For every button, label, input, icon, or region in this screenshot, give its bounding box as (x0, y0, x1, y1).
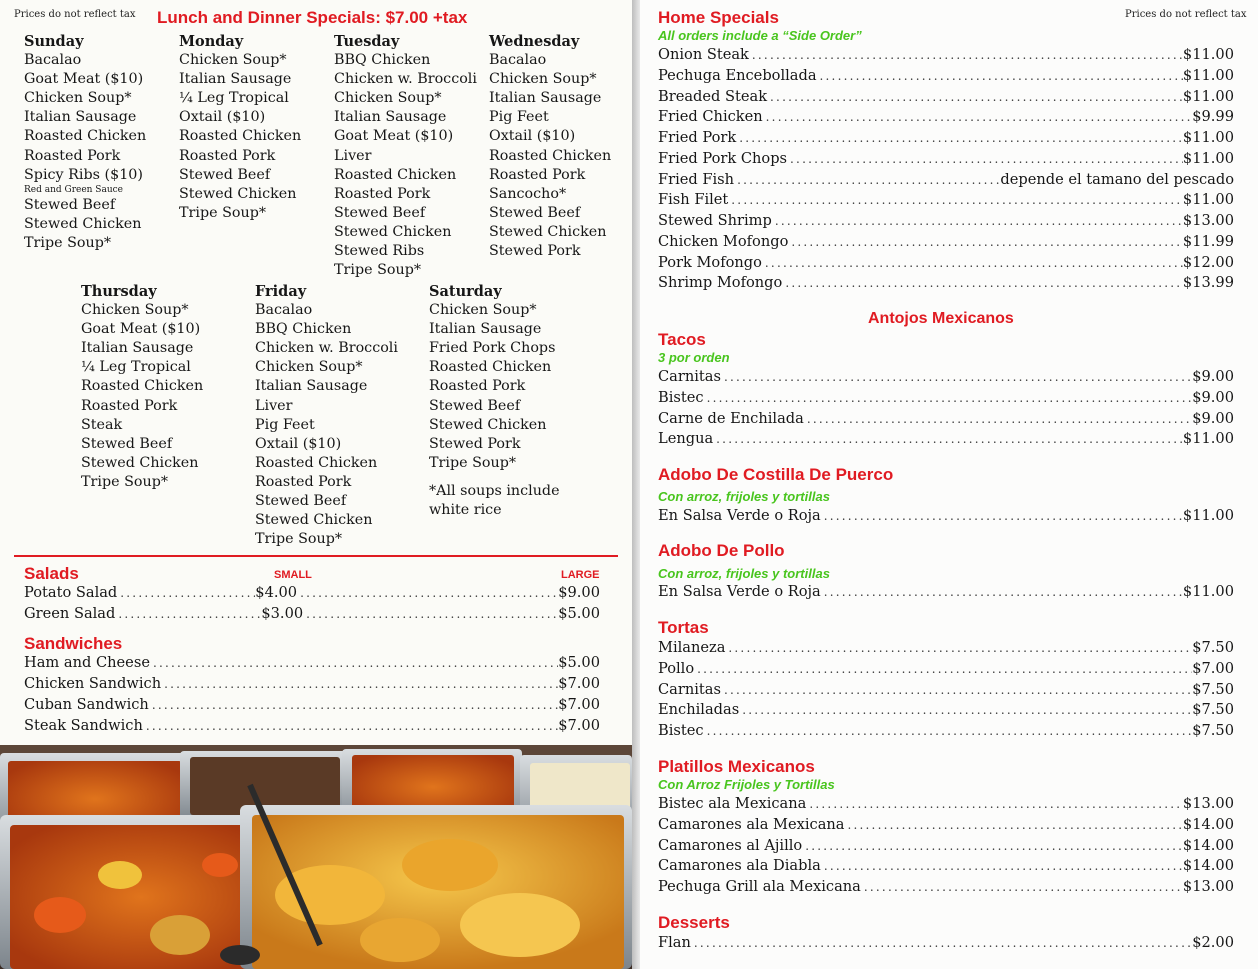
item-price: $9.00 (1192, 389, 1234, 406)
menu-item-row (658, 368, 1234, 389)
leader-dots (802, 839, 1183, 853)
list-item: Oxtail ($10) (179, 109, 266, 126)
list-item: Stewed Chicken (24, 215, 142, 232)
item-price: $14.00 (1182, 837, 1234, 854)
list-item: Steak (81, 416, 123, 433)
item-price: $13.00 (1182, 878, 1234, 895)
menu-item-row (658, 212, 1234, 233)
day-name: Thursday (81, 283, 157, 300)
leader-dots (861, 880, 1183, 894)
list-item: BBQ Chicken (334, 52, 431, 69)
list-item: Liver (334, 147, 372, 164)
day-column-sunday (24, 32, 146, 253)
large-price: $5.00 (558, 605, 600, 622)
page-gutter (632, 0, 640, 969)
menu-item-row (658, 108, 1234, 129)
leader-dots (739, 703, 1192, 717)
item-name: Milaneza (658, 639, 726, 656)
item-price: $11.00 (1182, 191, 1234, 208)
item-name: Camarones al Ajillo (658, 837, 803, 854)
leader-dots (721, 370, 1192, 384)
item-name: Cuban Sandwich (24, 696, 149, 713)
leader-dots (149, 698, 558, 712)
item-name: Camarones ala Diabla (658, 857, 821, 874)
platillos-subtitle: Con Arroz Frijoles y Tortillas (658, 777, 835, 792)
leader-dots (787, 152, 1183, 166)
list-item: Italian Sausage (255, 378, 368, 395)
menu-item-row (658, 171, 1234, 192)
list-item: Roasted Chicken (255, 454, 378, 471)
leader-dots (704, 391, 1193, 405)
menu-item-row (658, 816, 1234, 837)
item-price: $11.99 (1182, 233, 1234, 250)
menu-item-row (658, 878, 1234, 899)
item-name: Camarones ala Mexicana (658, 816, 845, 833)
day-column-saturday (429, 282, 560, 520)
sauce-note: Red and Green Sauce (24, 184, 124, 195)
list-item: Chicken Soup* (179, 52, 287, 69)
item-name: Pechuga Encebollada (658, 67, 817, 84)
item-name: Breaded Steak (658, 88, 768, 105)
specials-title: Lunch and Dinner Specials: $7.00 +tax (157, 8, 468, 27)
leader-dots (150, 656, 558, 670)
list-item: Stewed Chicken (81, 454, 199, 471)
list-item: Stewed Beef (81, 435, 173, 452)
leader-dots (721, 683, 1192, 697)
antojos-title: Antojos Mexicanos (868, 310, 1014, 327)
leader-dots (143, 719, 558, 733)
menu-item-row (658, 191, 1234, 212)
tacos-title: Tacos (658, 330, 706, 349)
list-item: Stewed Ribs (334, 243, 425, 260)
day-name: Tuesday (334, 33, 400, 50)
day-column-wednesday (489, 32, 611, 261)
list-item: BBQ Chicken (255, 321, 352, 338)
item-name: Carne de Enchilada (658, 410, 804, 427)
item-name: Fish Filet (658, 191, 729, 208)
item-price: $14.00 (1182, 857, 1234, 874)
item-price: $9.99 (1192, 108, 1234, 125)
leader-dots (303, 607, 558, 621)
adobo-costilla-subtitle: Con arroz, frijoles y tortillas (658, 489, 830, 504)
list-item: Italian Sausage (179, 71, 292, 88)
item-price: $13.00 (1182, 212, 1234, 229)
list-item: Fried Pork Chops (429, 340, 556, 357)
soups-note-line: white rice (429, 502, 502, 519)
list-item: Chicken w. Broccoli (334, 71, 477, 88)
day-column-tuesday (334, 32, 477, 280)
section-divider (14, 555, 618, 557)
list-item: Bacalao (24, 52, 82, 69)
menu-item-row (658, 660, 1234, 681)
menu-item-row (658, 67, 1234, 88)
item-name: Lengua (658, 430, 714, 447)
item-price: $13.00 (1182, 795, 1234, 812)
leader-dots (694, 662, 1192, 676)
list-item: Chicken Soup* (429, 302, 537, 319)
list-item: Italian Sausage (489, 90, 602, 107)
menu-item-row (658, 88, 1234, 109)
day-column-thursday (81, 282, 203, 492)
item-price: $11.00 (1182, 46, 1234, 63)
list-item: Chicken Soup* (255, 359, 363, 376)
item-name: Pollo (658, 660, 695, 677)
item-price: $7.00 (1192, 660, 1234, 677)
leader-dots (772, 214, 1183, 228)
item-name: En Salsa Verde o Roja (658, 507, 821, 524)
item-name: Fried Chicken (658, 108, 763, 125)
list-item: Roasted Chicken (24, 128, 147, 145)
salad-row (24, 605, 600, 626)
day-name: Monday (179, 33, 244, 50)
price-note: Prices do not reflect tax (14, 9, 136, 20)
list-item: Stewed Beef (429, 397, 521, 414)
item-price: $14.00 (1182, 816, 1234, 833)
day-column-monday (179, 32, 301, 223)
list-item: Bacalao (255, 302, 313, 319)
item-price: $9.00 (1192, 410, 1234, 427)
list-item: Stewed Chicken (179, 185, 297, 202)
list-item: Stewed Beef (255, 493, 347, 510)
list-item: Italian Sausage (429, 321, 542, 338)
item-price: $7.50 (1192, 639, 1234, 656)
item-name: Pechuga Grill ala Mexicana (658, 878, 861, 895)
leader-dots (704, 724, 1193, 738)
list-item: Roasted Chicken (81, 378, 204, 395)
list-item: Oxtail ($10) (489, 128, 576, 145)
list-item: Roasted Chicken (179, 128, 302, 145)
list-item: ¼ Leg Tropical (81, 359, 191, 376)
leader-dots (117, 586, 255, 600)
item-name: Steak Sandwich (24, 717, 143, 734)
leader-dots (804, 412, 1192, 426)
menu-item-row (658, 681, 1234, 702)
item-price: $13.99 (1182, 274, 1234, 291)
leader-dots (762, 256, 1183, 270)
list-item: Roasted Chicken (334, 166, 457, 183)
item-name: Stewed Shrimp (658, 212, 772, 229)
menu-item-row (24, 696, 600, 717)
tacos-subtitle: 3 por orden (658, 350, 730, 365)
list-item: Roasted Pork (24, 147, 121, 164)
item-name: Shrimp Mofongo (658, 274, 783, 291)
list-item: Stewed Chicken (255, 512, 373, 529)
list-item: Tripe Soup* (24, 234, 112, 251)
menu-item-row (658, 274, 1234, 295)
food-photo (0, 745, 632, 969)
right-menu-page (640, 0, 1258, 969)
large-price: $9.00 (558, 584, 600, 601)
list-item: Stewed Chicken (334, 223, 452, 240)
menu-item-row (658, 430, 1234, 451)
item-name: Green Salad (24, 605, 116, 622)
item-price: $7.50 (1192, 722, 1234, 739)
list-item: Italian Sausage (81, 340, 194, 357)
leader-dots (725, 641, 1192, 655)
item-name: Onion Steak (658, 46, 749, 63)
leader-dots (734, 173, 1000, 187)
menu-item-row (24, 654, 600, 675)
adobo-costilla-title: Adobo De Costilla De Puerco (658, 465, 894, 484)
list-item: Chicken w. Broccoli (255, 340, 398, 357)
small-price: $3.00 (261, 605, 304, 622)
item-name: Carnitas (658, 368, 721, 385)
leader-dots (297, 586, 558, 600)
item-price: $11.00 (1182, 430, 1234, 447)
list-item: Goat Meat ($10) (24, 71, 144, 88)
leader-dots (728, 193, 1183, 207)
item-price: $11.00 (1182, 583, 1234, 600)
menu-item-row (658, 150, 1234, 171)
large-label: LARGE (561, 569, 600, 581)
list-item: Stewed Beef (334, 204, 426, 221)
leader-dots (782, 276, 1183, 290)
list-item: Stewed Beef (179, 166, 271, 183)
list-item: Stewed Beef (489, 204, 581, 221)
list-item: Chicken Soup* (334, 90, 442, 107)
menu-item-row (658, 934, 1234, 955)
leader-dots (817, 69, 1183, 83)
list-item: Roasted Pork (179, 147, 276, 164)
menu-item-row (658, 254, 1234, 275)
salad-row (24, 584, 600, 605)
item-name: En Salsa Verde o Roja (658, 583, 821, 600)
item-name: Carnitas (658, 681, 721, 698)
item-price: $7.50 (1192, 681, 1234, 698)
list-item: Stewed Beef (24, 196, 116, 213)
platillos-title: Platillos Mexicanos (658, 757, 815, 776)
leader-dots (691, 936, 1192, 950)
item-name: Potato Salad (24, 584, 118, 601)
item-price: $7.50 (1192, 701, 1234, 718)
list-item: Tripe Soup* (429, 454, 517, 471)
list-item: Roasted Pork (81, 397, 178, 414)
item-price: $7.00 (558, 696, 600, 713)
leader-dots (821, 585, 1183, 599)
day-name: Friday (255, 283, 307, 300)
list-item: Italian Sausage (24, 109, 137, 126)
leader-dots (767, 90, 1183, 104)
leader-dots (788, 235, 1183, 249)
item-price: $11.00 (1182, 507, 1234, 524)
list-item: Italian Sausage (334, 109, 447, 126)
list-item: Roasted Chicken (489, 147, 612, 164)
item-name: Ham and Cheese (24, 654, 150, 671)
home-specials-title: Home Specials (658, 8, 779, 27)
list-item: Roasted Pork (429, 378, 526, 395)
list-item: Chicken Soup* (81, 302, 189, 319)
list-item: Roasted Pork (334, 185, 431, 202)
list-item: Stewed Chicken (429, 416, 547, 433)
list-item: Chicken Soup* (489, 71, 597, 88)
leader-dots (845, 818, 1183, 832)
list-item: Stewed Pork (429, 435, 521, 452)
menu-item-row (658, 837, 1234, 858)
day-column-friday (255, 282, 398, 549)
item-name: Bistec ala Mexicana (658, 795, 807, 812)
item-price: depende el tamano del pescado (1000, 171, 1234, 188)
menu-item-row (658, 507, 1234, 528)
item-price: $11.00 (1182, 88, 1234, 105)
list-item: Tripe Soup* (179, 204, 267, 221)
day-name: Saturday (429, 283, 502, 300)
item-name: Bistec (658, 722, 704, 739)
list-item: Tripe Soup* (255, 531, 343, 548)
menu-item-row (658, 233, 1234, 254)
list-item: Pig Feet (255, 416, 315, 433)
item-price: $9.00 (1192, 368, 1234, 385)
soups-note-line: *All soups include (429, 482, 560, 499)
item-name: Chicken Mofongo (658, 233, 789, 250)
sandwiches-title: Sandwiches (24, 634, 123, 653)
item-price: $2.00 (1192, 934, 1234, 951)
leader-dots (806, 797, 1183, 811)
leader-dots (736, 131, 1183, 145)
item-name: Fried Pork (658, 129, 737, 146)
item-price: $12.00 (1182, 254, 1234, 271)
leader-dots (115, 607, 261, 621)
adobo-pollo-subtitle: Con arroz, frijoles y tortillas (658, 566, 830, 581)
list-item: Goat Meat ($10) (81, 321, 201, 338)
menu-item-row (658, 410, 1234, 431)
desserts-title: Desserts (658, 913, 730, 932)
menu-item-row (658, 639, 1234, 660)
food-tray-illustration (0, 745, 632, 969)
list-item: Roasted Pork (255, 473, 352, 490)
list-item: Stewed Chicken (489, 223, 607, 240)
menu-item-row (658, 795, 1234, 816)
item-price: $11.00 (1182, 67, 1234, 84)
day-name: Sunday (24, 33, 84, 50)
menu-item-row (658, 389, 1234, 410)
list-item: Liver (255, 397, 293, 414)
list-item: Roasted Chicken (429, 359, 552, 376)
item-name: Enchiladas (658, 701, 740, 718)
list-item: Sancocho* (489, 185, 567, 202)
list-item: Chicken Soup* (24, 90, 132, 107)
small-price: $4.00 (255, 584, 298, 601)
item-name: Chicken Sandwich (24, 675, 162, 692)
adobo-pollo-title: Adobo De Pollo (658, 541, 785, 560)
day-name: Wednesday (489, 33, 580, 50)
menu-item-row (658, 46, 1234, 67)
small-label: SMALL (274, 569, 312, 581)
menu-item-row (24, 717, 600, 738)
menu-item-row (658, 701, 1234, 722)
item-name: Flan (658, 934, 691, 951)
item-price: $7.00 (558, 717, 600, 734)
menu-item-row (24, 675, 600, 696)
item-price: $5.00 (558, 654, 600, 671)
price-note: Prices do not reflect tax (1125, 9, 1247, 20)
list-item: Pig Feet (489, 109, 549, 126)
list-item: Tripe Soup* (334, 262, 422, 279)
item-name: Fried Fish (658, 171, 735, 188)
leader-dots (161, 677, 558, 691)
list-item: Spicy Ribs ($10) (24, 166, 143, 183)
leader-dots (763, 110, 1193, 124)
list-item: Tripe Soup* (81, 473, 169, 490)
menu-item-row (658, 857, 1234, 878)
list-item: Stewed Pork (489, 243, 581, 260)
list-item: Goat Meat ($10) (334, 128, 454, 145)
item-price: $7.00 (558, 675, 600, 692)
item-name: Bistec (658, 389, 704, 406)
menu-item-row (658, 583, 1234, 604)
item-name: Fried Pork Chops (658, 150, 788, 167)
item-price: $11.00 (1182, 129, 1234, 146)
list-item: ¼ Leg Tropical (179, 90, 289, 107)
leader-dots (749, 48, 1183, 62)
leader-dots (713, 432, 1183, 446)
leader-dots (821, 859, 1183, 873)
menu-item-row (658, 722, 1234, 743)
leader-dots (821, 509, 1183, 523)
tortas-title: Tortas (658, 618, 709, 637)
item-price: $11.00 (1182, 150, 1234, 167)
salads-title: Salads (24, 564, 79, 583)
home-specials-subtitle: All orders include a “Side Order” (658, 28, 862, 43)
list-item: Roasted Pork (489, 166, 586, 183)
list-item: Oxtail ($10) (255, 435, 342, 452)
menu-item-row (658, 129, 1234, 150)
item-name: Pork Mofongo (658, 254, 762, 271)
list-item: Bacalao (489, 52, 547, 69)
